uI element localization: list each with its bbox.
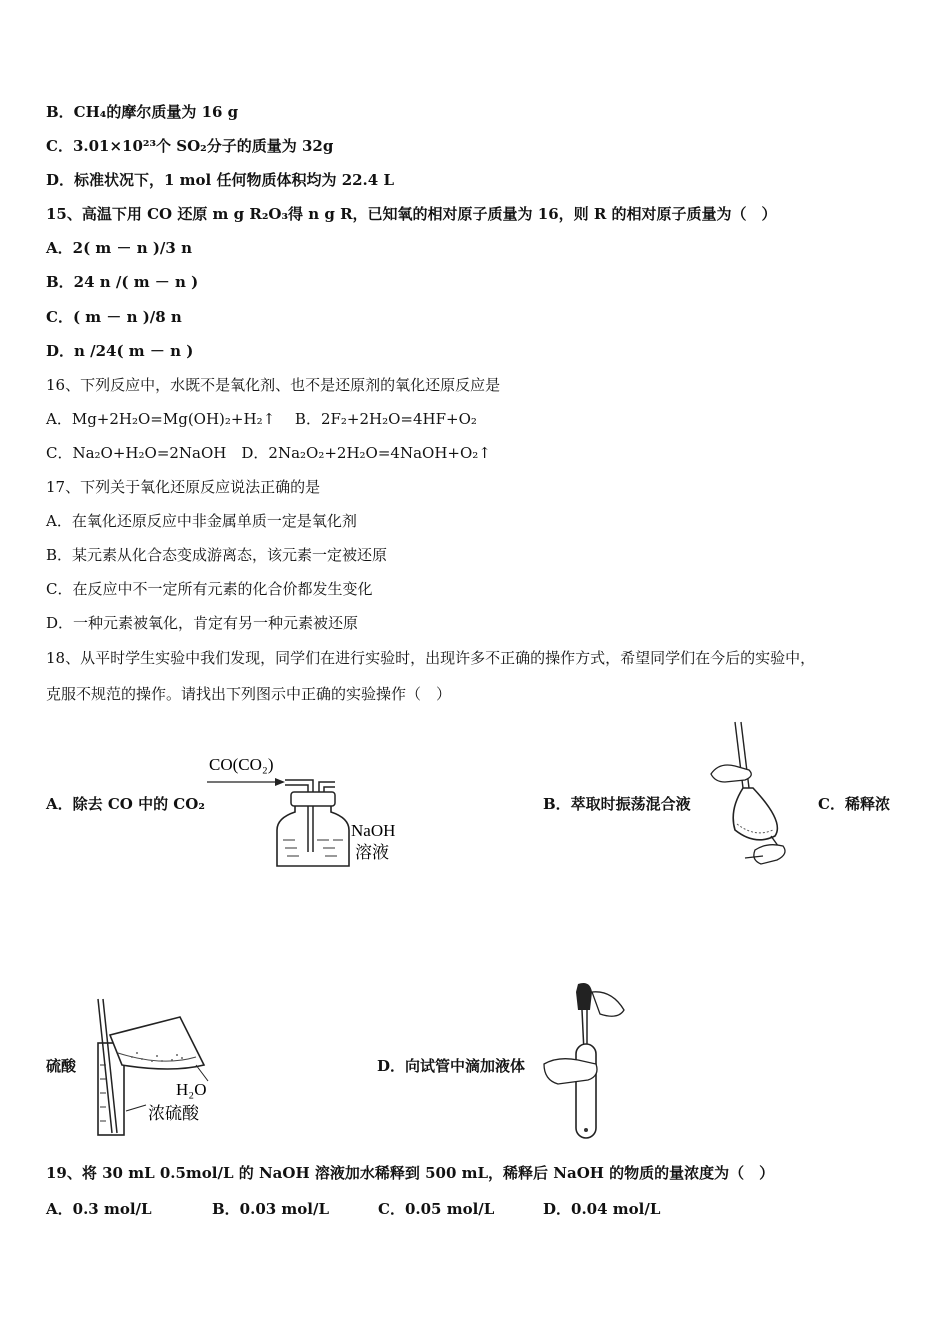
q18-option-b-label: B．萃取时振荡混合液 xyxy=(543,795,691,813)
q19-option-c: C．0.05 mol/L xyxy=(378,1200,495,1218)
upper-hand xyxy=(711,765,751,782)
fig-a-solution-label-2: 溶液 xyxy=(355,843,389,863)
q19-option-b: B．0.03 mol/L xyxy=(212,1200,330,1218)
gas-washing-bottle-figure xyxy=(205,748,425,873)
upper-hand xyxy=(592,992,624,1016)
q17-stem: 17、下列关于氧化还原反应说法正确的是 xyxy=(46,478,321,496)
q15-stem: 15、高温下用 CO 还原 m g R₂O₃得 n g R，已知氧的相对原子质量为 16，则 R 的相对原子质量为（ ） xyxy=(46,205,777,223)
fig-a-solution-label-1: NaOH xyxy=(351,821,396,840)
q15-option-b: B．24 n /( m － n ) xyxy=(46,273,199,291)
q18-option-d-label: D．向试管中滴加液体 xyxy=(377,1057,526,1075)
q19-option-a: A．0.3 mol/L xyxy=(46,1200,152,1218)
fig-c-acid-label: 浓硫酸 xyxy=(148,1104,199,1124)
dilution-figure xyxy=(92,995,232,1140)
fig-a-gas-label: CO(CO₂) xyxy=(209,755,274,774)
q19-option-d: D．0.04 mol/L xyxy=(543,1200,661,1218)
q18-stem-line2: 克服不规范的操作。请找出下列图示中正确的实验操作（ ） xyxy=(46,685,452,703)
fig-c-water-label: H₂O xyxy=(176,1080,207,1099)
q15-option-d: D．n /24( m － n ) xyxy=(46,342,194,360)
q14-option-b: B．CH₄的摩尔质量为 16 g xyxy=(46,103,239,121)
inlet-tube xyxy=(285,780,313,852)
lower-hand xyxy=(754,845,785,864)
q16-options-row2: C．Na₂O+H₂O=2NaOH D．2Na₂O₂+2H₂O=4NaOH+O₂↑ xyxy=(46,444,491,462)
separatory-funnel-figure xyxy=(705,718,795,870)
q18-option-a-label: A．除去 CO 中的 CO₂ xyxy=(46,795,205,813)
q18-option-c-label-part1: C．稀释浓 xyxy=(818,795,890,813)
q15-option-c: C．( m － n )/8 n xyxy=(46,308,182,326)
q17-option-d: D．一种元素被氧化，肯定有另一种元素被还原 xyxy=(46,614,359,632)
q18-option-c-label-part2: 硫酸 xyxy=(46,1057,77,1075)
lower-hand xyxy=(544,1059,597,1084)
dropper-bulb xyxy=(576,983,592,1010)
q16-stem: 16、下列反应中，水既不是氧化剂、也不是还原剂的氧化还原反应是 xyxy=(46,376,501,394)
q17-option-a: A．在氧化还原反应中非金属单质一定是氧化剂 xyxy=(46,512,357,530)
q15-option-a: A．2( m － n )/3 n xyxy=(46,239,192,257)
q18-stem-line1: 18、从平时学生实验中我们发现，同学们在进行实验时，出现许多不正确的操作方式，希望同学们在今后的实验中， xyxy=(46,649,816,667)
q14-option-c: C．3.01×10²³个 SO₂分子的质量为 32g xyxy=(46,137,334,155)
gas-arrow-head xyxy=(275,778,285,786)
rubber-stopper xyxy=(291,792,335,806)
dropper-figure xyxy=(538,980,638,1144)
q14-option-d: D．标准状况下，1 mol 任何物质体积均为 22.4 L xyxy=(46,171,394,189)
q17-option-c: C．在反应中不一定所有元素的化合价都发生变化 xyxy=(46,580,373,598)
q17-option-b: B．某元素从化合态变成游离态，该元素一定被还原 xyxy=(46,546,388,564)
q19-stem: 19、将 30 mL 0.5mol/L 的 NaOH 溶液加水稀释到 500 mL，稀释后 NaOH 的物质的量浓度为（ ） xyxy=(46,1164,775,1182)
q16-options-row1: A．Mg+2H₂O=Mg(OH)₂+H₂↑ B．2F₂+2H₂O=4HF+O₂ xyxy=(46,410,477,428)
test-tube xyxy=(576,1044,596,1138)
